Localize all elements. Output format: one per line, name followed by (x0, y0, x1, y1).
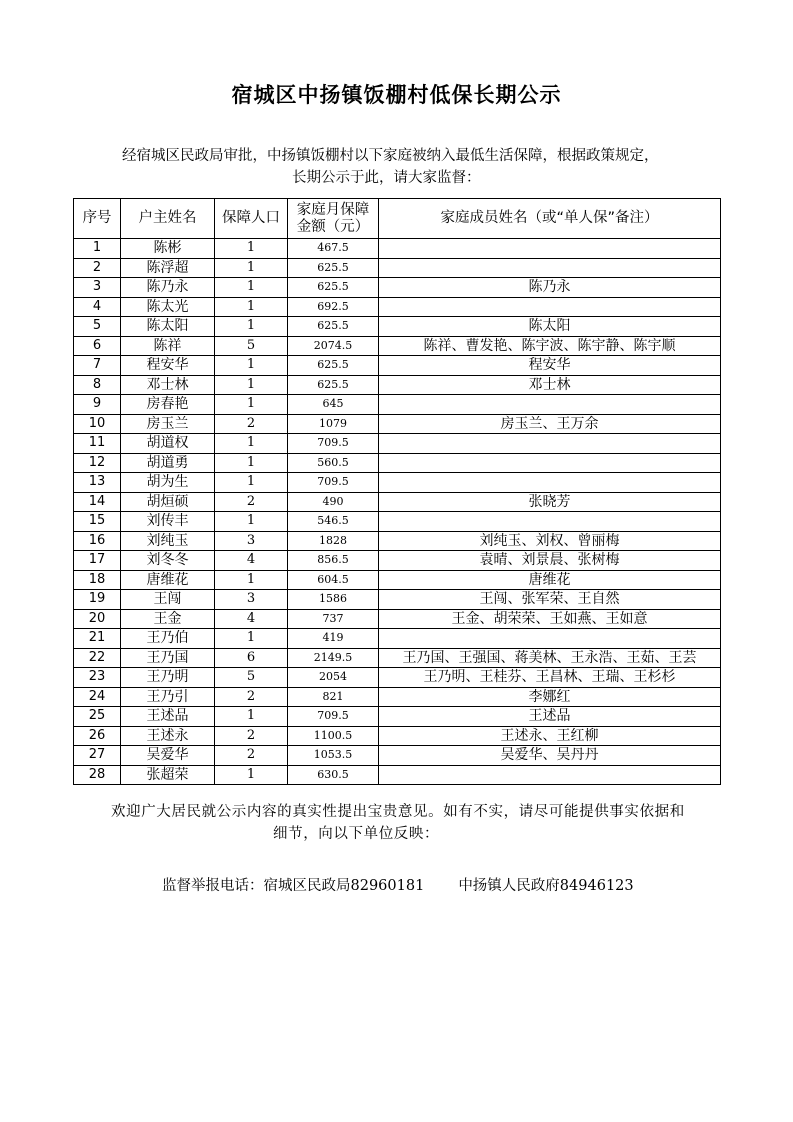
covered-persons-cell: 1 (215, 278, 288, 298)
intro-line-1: 经宿城区民政局审批，中扬镇饭棚村以下家庭被纳入最低生活保障，根据政策规定， (122, 148, 659, 164)
table-row (74, 375, 721, 395)
covered-persons-cell: 1 (215, 707, 288, 727)
family-members-cell: 王述永、王红柳 (379, 726, 721, 746)
row-number-cell: 14 (74, 492, 121, 512)
head-of-household-cell: 刘传丰 (121, 512, 215, 532)
head-of-household-cell: 邓士林 (121, 375, 215, 395)
table-row (74, 531, 721, 551)
subsidy-table (73, 198, 721, 785)
table-row (74, 336, 721, 356)
monthly-amount-cell: 1053.5 (288, 746, 379, 766)
table-row (74, 453, 721, 473)
table-row (74, 434, 721, 454)
table-row (74, 707, 721, 727)
header-pop: 保障人口 (215, 199, 288, 239)
covered-persons-cell: 1 (215, 473, 288, 493)
family-members-cell (379, 258, 721, 278)
table-row (74, 278, 721, 298)
monthly-amount-cell: 709.5 (288, 473, 379, 493)
table-body (74, 239, 721, 785)
row-number-cell: 2 (74, 258, 121, 278)
monthly-amount-cell: 645 (288, 395, 379, 415)
covered-persons-cell: 2 (215, 746, 288, 766)
table-row (74, 395, 721, 415)
row-number-cell: 26 (74, 726, 121, 746)
family-members-cell: 王金、胡荣荣、王如燕、王如意 (379, 609, 721, 629)
table-row (74, 765, 721, 785)
contact-town-government: 中扬镇人民政府84946123 (458, 878, 634, 894)
monthly-amount-cell: 1100.5 (288, 726, 379, 746)
family-members-cell: 程安华 (379, 356, 721, 376)
family-members-cell (379, 473, 721, 493)
covered-persons-cell: 3 (215, 590, 288, 610)
head-of-household-cell: 房玉兰 (121, 414, 215, 434)
covered-persons-cell: 3 (215, 531, 288, 551)
table-row (74, 629, 721, 649)
covered-persons-cell: 1 (215, 629, 288, 649)
monthly-amount-cell: 2074.5 (288, 336, 379, 356)
monthly-amount-cell: 625.5 (288, 356, 379, 376)
family-members-cell (379, 765, 721, 785)
head-of-household-cell: 张超荣 (121, 765, 215, 785)
family-members-cell: 房玉兰、王万余 (379, 414, 721, 434)
family-members-cell: 李娜红 (379, 687, 721, 707)
family-members-cell: 吴爱华、吴丹丹 (379, 746, 721, 766)
row-number-cell: 19 (74, 590, 121, 610)
monthly-amount-cell: 1828 (288, 531, 379, 551)
covered-persons-cell: 1 (215, 765, 288, 785)
row-number-cell: 24 (74, 687, 121, 707)
covered-persons-cell: 4 (215, 551, 288, 571)
header-amount-line2: 金额（元） (296, 218, 370, 235)
row-number-cell: 9 (74, 395, 121, 415)
contact-line (162, 874, 634, 895)
monthly-amount-cell: 2054 (288, 668, 379, 688)
family-members-cell: 张晓芳 (379, 492, 721, 512)
row-number-cell: 23 (74, 668, 121, 688)
family-members-cell: 刘纯玉、刘权、曾丽梅 (379, 531, 721, 551)
head-of-household-cell: 王述永 (121, 726, 215, 746)
page-title: 宿城区中扬镇饭棚村低保长期公示 (231, 83, 562, 107)
monthly-amount-cell: 709.5 (288, 707, 379, 727)
table-row (74, 551, 721, 571)
monthly-amount-cell: 560.5 (288, 453, 379, 473)
covered-persons-cell: 1 (215, 395, 288, 415)
covered-persons-cell: 2 (215, 414, 288, 434)
covered-persons-cell: 5 (215, 336, 288, 356)
monthly-amount-cell: 467.5 (288, 239, 379, 259)
outro-line-2: 细节，向以下单位反映： (273, 826, 440, 842)
head-of-household-cell: 王金 (121, 609, 215, 629)
table-row (74, 317, 721, 337)
row-number-cell: 25 (74, 707, 121, 727)
head-of-household-cell: 胡为生 (121, 473, 215, 493)
covered-persons-cell: 1 (215, 375, 288, 395)
row-number-cell: 16 (74, 531, 121, 551)
monthly-amount-cell: 604.5 (288, 570, 379, 590)
header-name: 户主姓名 (121, 199, 215, 239)
header-amount (288, 199, 379, 239)
table-row (74, 590, 721, 610)
monthly-amount-cell: 419 (288, 629, 379, 649)
monthly-amount-cell: 1079 (288, 414, 379, 434)
monthly-amount-cell: 821 (288, 687, 379, 707)
monthly-amount-cell: 625.5 (288, 278, 379, 298)
table-row (74, 746, 721, 766)
head-of-household-cell: 陈乃永 (121, 278, 215, 298)
row-number-cell: 27 (74, 746, 121, 766)
row-number-cell: 3 (74, 278, 121, 298)
table-row (74, 570, 721, 590)
family-members-cell: 陈祥、曹发艳、陈宇波、陈宇静、陈宇顺 (379, 336, 721, 356)
header-no: 序号 (74, 199, 121, 239)
monthly-amount-cell: 1586 (288, 590, 379, 610)
head-of-household-cell: 王乃伯 (121, 629, 215, 649)
covered-persons-cell: 6 (215, 648, 288, 668)
monthly-amount-cell: 490 (288, 492, 379, 512)
family-members-cell (379, 434, 721, 454)
family-members-cell: 王乃明、王桂芬、王昌林、王瑞、王杉杉 (379, 668, 721, 688)
covered-persons-cell: 1 (215, 453, 288, 473)
family-members-cell: 王闯、张军荣、王自然 (379, 590, 721, 610)
covered-persons-cell: 2 (215, 492, 288, 512)
row-number-cell: 4 (74, 297, 121, 317)
row-number-cell: 11 (74, 434, 121, 454)
head-of-household-cell: 陈彬 (121, 239, 215, 259)
covered-persons-cell: 2 (215, 687, 288, 707)
head-of-household-cell: 房春艳 (121, 395, 215, 415)
family-members-cell (379, 297, 721, 317)
covered-persons-cell: 4 (215, 609, 288, 629)
row-number-cell: 1 (74, 239, 121, 259)
monthly-amount-cell: 856.5 (288, 551, 379, 571)
head-of-household-cell: 王乃引 (121, 687, 215, 707)
contact-civil-affairs: 监督举报电话：宿城区民政局82960181 (162, 878, 425, 894)
monthly-amount-cell: 625.5 (288, 375, 379, 395)
covered-persons-cell: 2 (215, 726, 288, 746)
outro-line-1: 欢迎广大居民就公示内容的真实性提出宝贵意见。如有不实，请尽可能提供事实依据和 (111, 804, 685, 820)
table-row (74, 356, 721, 376)
head-of-household-cell: 刘冬冬 (121, 551, 215, 571)
row-number-cell: 20 (74, 609, 121, 629)
head-of-household-cell: 陈太光 (121, 297, 215, 317)
head-of-household-cell: 胡道权 (121, 434, 215, 454)
row-number-cell: 21 (74, 629, 121, 649)
head-of-household-cell: 胡道勇 (121, 453, 215, 473)
family-members-cell (379, 239, 721, 259)
covered-persons-cell: 1 (215, 434, 288, 454)
row-number-cell: 15 (74, 512, 121, 532)
monthly-amount-cell: 625.5 (288, 258, 379, 278)
row-number-cell: 18 (74, 570, 121, 590)
covered-persons-cell: 1 (215, 570, 288, 590)
covered-persons-cell: 1 (215, 317, 288, 337)
monthly-amount-cell: 709.5 (288, 434, 379, 454)
covered-persons-cell: 1 (215, 297, 288, 317)
row-number-cell: 10 (74, 414, 121, 434)
monthly-amount-cell: 737 (288, 609, 379, 629)
monthly-amount-cell: 692.5 (288, 297, 379, 317)
covered-persons-cell: 1 (215, 512, 288, 532)
monthly-amount-cell: 546.5 (288, 512, 379, 532)
family-members-cell: 王乃国、王强国、蒋美林、王永浩、王茹、王芸 (379, 648, 721, 668)
intro-line-2: 长期公示于此，请大家监督： (292, 170, 481, 186)
row-number-cell: 22 (74, 648, 121, 668)
head-of-household-cell: 吴爱华 (121, 746, 215, 766)
row-number-cell: 6 (74, 336, 121, 356)
head-of-household-cell: 王乃明 (121, 668, 215, 688)
table-row (74, 512, 721, 532)
family-members-cell: 袁晴、刘景晨、张树梅 (379, 551, 721, 571)
family-members-cell: 邓士林 (379, 375, 721, 395)
family-members-cell: 陈乃永 (379, 278, 721, 298)
family-members-cell: 陈太阳 (379, 317, 721, 337)
row-number-cell: 28 (74, 765, 121, 785)
row-number-cell: 12 (74, 453, 121, 473)
monthly-amount-cell: 2149.5 (288, 648, 379, 668)
header-members: 家庭成员姓名（或“单人保”备注） (379, 199, 721, 239)
table-row (74, 668, 721, 688)
table-row (74, 726, 721, 746)
row-number-cell: 13 (74, 473, 121, 493)
header-amount-line1: 家庭月保障 (296, 201, 370, 218)
monthly-amount-cell: 630.5 (288, 765, 379, 785)
monthly-amount-cell: 625.5 (288, 317, 379, 337)
head-of-household-cell: 程安华 (121, 356, 215, 376)
head-of-household-cell: 陈浮超 (121, 258, 215, 278)
table-row (74, 687, 721, 707)
covered-persons-cell: 1 (215, 258, 288, 278)
head-of-household-cell: 唐维花 (121, 570, 215, 590)
row-number-cell: 17 (74, 551, 121, 571)
table-row (74, 414, 721, 434)
table-row (74, 297, 721, 317)
covered-persons-cell: 1 (215, 239, 288, 259)
family-members-cell: 唐维花 (379, 570, 721, 590)
head-of-household-cell: 王闯 (121, 590, 215, 610)
row-number-cell: 5 (74, 317, 121, 337)
covered-persons-cell: 5 (215, 668, 288, 688)
row-number-cell: 8 (74, 375, 121, 395)
head-of-household-cell: 王述品 (121, 707, 215, 727)
head-of-household-cell: 胡烜硕 (121, 492, 215, 512)
head-of-household-cell: 刘纯玉 (121, 531, 215, 551)
head-of-household-cell: 王乃国 (121, 648, 215, 668)
family-members-cell (379, 453, 721, 473)
table-row (74, 609, 721, 629)
table-row (74, 239, 721, 259)
family-members-cell: 王述品 (379, 707, 721, 727)
family-members-cell (379, 629, 721, 649)
family-members-cell (379, 395, 721, 415)
family-members-cell (379, 512, 721, 532)
table-row (74, 473, 721, 493)
row-number-cell: 7 (74, 356, 121, 376)
table-header-row (74, 199, 721, 239)
table-row (74, 648, 721, 668)
table-row (74, 258, 721, 278)
table-row (74, 492, 721, 512)
covered-persons-cell: 1 (215, 356, 288, 376)
head-of-household-cell: 陈祥 (121, 336, 215, 356)
head-of-household-cell: 陈太阳 (121, 317, 215, 337)
